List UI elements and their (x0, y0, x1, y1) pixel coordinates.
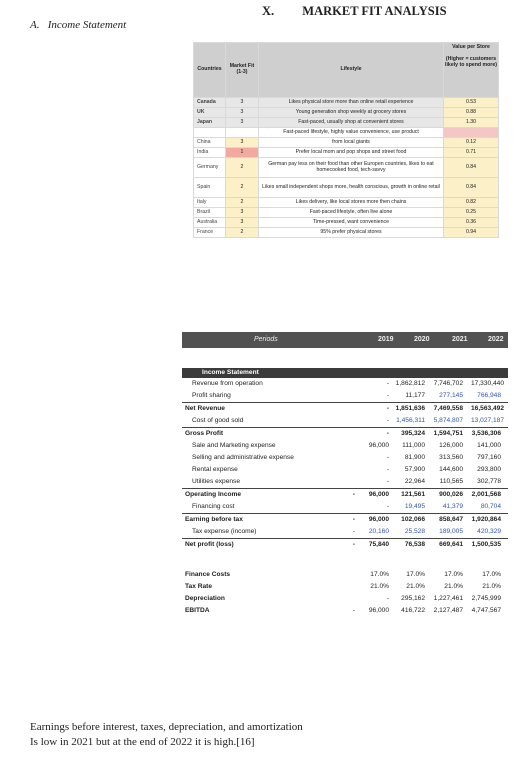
country-cell: Spain (194, 178, 226, 198)
periods-header-bar (182, 332, 508, 348)
statement-row (182, 569, 508, 581)
value-cell: 121,561 (401, 491, 425, 498)
value-cell: - (352, 528, 355, 535)
lifestyle-cell: 95% prefer physical stores (259, 228, 444, 238)
row-label: Operating Income (185, 491, 242, 498)
value-cell: 144,600 (439, 466, 463, 473)
value-cell: 22,964 (404, 478, 425, 485)
value-cell: 25,528 (404, 528, 425, 535)
statement-row (182, 476, 508, 488)
value-cell: - (386, 503, 389, 510)
country-cell: UK (194, 108, 226, 118)
row-label: Depreciation (185, 595, 225, 602)
value-cell: 102,066 (401, 516, 425, 523)
value-cell: - (386, 405, 389, 412)
country-cell: Japan (194, 118, 226, 128)
row-label: Gross Profit (185, 430, 224, 437)
row-label: Financing cost (192, 503, 235, 510)
header-market-fit: Market Fit (1-3) (226, 43, 259, 98)
row-label: Utilities expense (192, 478, 241, 485)
value-cell: 96,000 (368, 516, 389, 523)
income-statement-title-bar (182, 368, 508, 378)
value-cell: 416,722 (401, 607, 425, 614)
value-per-store-cell: 0.25 (444, 208, 499, 218)
lifestyle-cell: Likes small independent shops more, health conscious, growth in online retail (259, 178, 444, 198)
value-cell: 797,160 (477, 454, 501, 461)
row-label: Cost of good sold (192, 417, 244, 424)
value-cell: - (352, 491, 355, 498)
income-statement-title: Income Statement (202, 369, 259, 376)
value-cell: 293,800 (477, 466, 501, 473)
fit-table-row (194, 178, 499, 198)
value-cell: 858,647 (439, 516, 463, 523)
statement-row (182, 452, 508, 464)
fit-table-row (194, 218, 499, 228)
fit-table-row (194, 198, 499, 208)
market-fit-cell: 2 (226, 228, 259, 238)
value-cell: 189,005 (439, 528, 463, 535)
page-heading: X. MARKET FIT ANALYSIS (262, 4, 447, 18)
value-cell: 669,641 (439, 541, 463, 548)
year-2020: 2020 (414, 336, 430, 343)
caption-line-2: Is low in 2021 but at the end of 2022 it is high.[16] (30, 736, 255, 748)
value-cell: 96,000 (368, 491, 389, 498)
value-cell: 766,948 (477, 392, 501, 399)
value-cell: - (352, 516, 355, 523)
lifestyle-cell: from local giants (259, 138, 444, 148)
value-cell: 21.0% (406, 583, 425, 590)
statement-row (182, 605, 508, 617)
value-cell: 7,746,702 (433, 380, 463, 387)
value-cell: 17.0% (482, 571, 501, 578)
market-fit-cell: 2 (226, 198, 259, 208)
row-label: Tax expense (income) (192, 528, 257, 535)
country-cell: Germany (194, 158, 226, 178)
statement-row (182, 538, 508, 551)
value-cell: 7,469,558 (433, 405, 463, 412)
market-fit-cell: 3 (226, 108, 259, 118)
country-cell: Brazil (194, 208, 226, 218)
value-cell: 1,456,311 (396, 417, 425, 424)
fit-table-row (194, 128, 499, 138)
value-cell: 20,160 (368, 528, 389, 535)
value-cell: 1,227,461 (433, 595, 463, 602)
value-cell: - (352, 541, 355, 548)
value-cell: 5,874,807 (433, 417, 463, 424)
value-cell: 2,001,568 (471, 491, 501, 498)
value-per-store-cell: 0.36 (444, 218, 499, 228)
value-cell: 2,127,487 (433, 607, 463, 614)
value-cell: 1,920,864 (471, 516, 501, 523)
statement-row (182, 427, 508, 440)
lifestyle-cell: German pay less on their food than other Europen countries, likes to eat homecooked food, tech-savvy (259, 158, 444, 178)
value-per-store-cell: 0.84 (444, 158, 499, 178)
market-fit-cell: 3 (226, 218, 259, 228)
value-cell: 17.0% (406, 571, 425, 578)
statement-row (182, 378, 508, 390)
value-cell: 126,000 (439, 442, 463, 449)
value-per-store-cell: 0.71 (444, 148, 499, 158)
value-cell: - (386, 392, 389, 399)
value-per-store-cell: 1.30 (444, 118, 499, 128)
header-value-note: (Higher = customers likely to spend more) (445, 55, 497, 68)
value-cell: - (386, 454, 389, 461)
value-cell: 21.0% (370, 583, 389, 590)
lifestyle-cell: Fast-paced lifestyle, often live alone (259, 208, 444, 218)
value-cell: 313,560 (439, 454, 463, 461)
value-cell: 57,900 (404, 466, 425, 473)
value-cell: 17,330,440 (471, 380, 505, 387)
value-cell: - (386, 380, 389, 387)
value-cell: 420,329 (477, 528, 501, 535)
value-cell: 21.0% (444, 583, 463, 590)
row-label: Finance Costs (185, 571, 231, 578)
value-cell: 80,704 (480, 503, 501, 510)
statement-row (182, 526, 508, 538)
value-per-store-cell: 0.82 (444, 198, 499, 208)
value-cell: 76,538 (404, 541, 425, 548)
value-per-store-cell (444, 128, 499, 138)
value-cell: 41,379 (442, 503, 463, 510)
value-cell: 81,900 (404, 454, 425, 461)
country-cell (194, 128, 226, 138)
value-cell: 1,851,636 (395, 405, 425, 412)
country-cell: India (194, 148, 226, 158)
statement-row (182, 390, 508, 402)
value-cell: 295,162 (401, 595, 425, 602)
row-label: Earning before tax (185, 516, 243, 523)
periods-label: Periods (254, 336, 278, 343)
statement-row (182, 440, 508, 452)
country-cell: Australia (194, 218, 226, 228)
statement-row (182, 513, 508, 526)
value-cell: - (352, 607, 355, 614)
year-2022: 2022 (488, 336, 504, 343)
value-cell: 16,563,492 (471, 405, 505, 412)
row-label: Net profit (loss) (185, 541, 234, 548)
value-cell: - (386, 417, 389, 424)
fit-table-row (194, 98, 499, 108)
value-cell: 111,000 (402, 442, 425, 449)
value-cell: - (386, 430, 389, 437)
fit-table-row (194, 108, 499, 118)
statement-row (182, 415, 508, 427)
lifestyle-cell: Time-pressed, want convenience (259, 218, 444, 228)
value-cell: - (386, 466, 389, 473)
market-fit-cell: 2 (226, 178, 259, 198)
fit-table-row (194, 158, 499, 178)
market-fit-cell: 3 (226, 98, 259, 108)
value-cell: 900,026 (439, 491, 463, 498)
value-per-store-cell: 0.84 (444, 178, 499, 198)
value-cell: 1,594,751 (433, 430, 463, 437)
statement-row (182, 464, 508, 476)
value-cell: - (386, 478, 389, 485)
statement-row (182, 488, 508, 501)
row-label: Sale and Marketing expense (192, 442, 276, 449)
header-value-title: Value per Store (452, 44, 490, 50)
value-cell: 13,027,187 (471, 417, 505, 424)
value-cell: 17.0% (444, 571, 463, 578)
statement-row (182, 581, 508, 593)
value-per-store-cell: 0.53 (444, 98, 499, 108)
fit-table-row (194, 208, 499, 218)
country-cell: China (194, 138, 226, 148)
value-cell: 395,324 (401, 430, 425, 437)
header-countries: Countries (194, 43, 226, 98)
lifestyle-cell: Likes delivery, like local stores more then chains (259, 198, 444, 208)
lifestyle-cell: Young generation shop weekly at grocery stores (259, 108, 444, 118)
income-statement-table (182, 332, 508, 617)
value-cell: - (386, 595, 389, 602)
value-per-store-cell: 0.12 (444, 138, 499, 148)
caption-line-1: Earnings before interest, taxes, depreciation, and amortization (30, 721, 303, 733)
row-label: Profit sharing (192, 392, 231, 399)
value-cell: 1,862,812 (395, 380, 425, 387)
value-per-store-cell: 0.88 (444, 108, 499, 118)
row-label: EBITDA (185, 607, 210, 614)
statement-row (182, 402, 508, 415)
lifestyle-cell: Fast-paced, usually shop at convenient stores (259, 118, 444, 128)
value-cell: 110,565 (439, 478, 463, 485)
value-cell: 17.0% (370, 571, 389, 578)
value-cell: 1,500,535 (471, 541, 501, 548)
header-lifestyle: Lifestyle (259, 43, 444, 98)
value-cell: 141,000 (477, 442, 501, 449)
market-fit-cell (226, 128, 259, 138)
row-label: Rental expense (192, 466, 238, 473)
statement-row (182, 501, 508, 513)
market-fit-cell: 3 (226, 118, 259, 128)
market-fit-cell: 2 (226, 158, 259, 178)
country-cell: France (194, 228, 226, 238)
value-cell: 302,778 (477, 478, 501, 485)
row-label: Revenue from operation (192, 380, 263, 387)
value-cell: 96,000 (368, 442, 389, 449)
year-2021: 2021 (452, 336, 468, 343)
value-cell: 11,177 (405, 392, 425, 399)
market-fit-cell: 3 (226, 208, 259, 218)
lifestyle-cell: Fast-paced lifestyle, highly value convenience, use product (259, 128, 444, 138)
header-value-per-store (444, 43, 499, 98)
value-cell: 75,840 (368, 541, 389, 548)
market-fit-cell: 1 (226, 148, 259, 158)
lifestyle-cell: Likes physical store more than online retail experience (259, 98, 444, 108)
value-per-store-cell: 0.94 (444, 228, 499, 238)
value-cell: 21.0% (482, 583, 501, 590)
section-subheading: A. Income Statement (30, 19, 127, 31)
market-fit-table (193, 42, 499, 238)
value-cell: 2,745,999 (471, 595, 501, 602)
country-cell: Canada (194, 98, 226, 108)
caption (30, 720, 303, 750)
fit-table-row (194, 148, 499, 158)
value-cell: 277,145 (439, 392, 463, 399)
fit-table-row (194, 138, 499, 148)
lifestyle-cell: Prefer local mom and pop shops and street food (259, 148, 444, 158)
row-label: Tax Rate (185, 583, 212, 590)
market-fit-cell: 3 (226, 138, 259, 148)
value-cell: 3,536,306 (471, 430, 501, 437)
value-cell: 19,495 (404, 503, 425, 510)
country-cell: Italy (194, 198, 226, 208)
fit-table-row (194, 228, 499, 238)
row-label: Selling and administrative expense (192, 454, 294, 461)
table-header-row (194, 43, 499, 98)
value-cell: 96,000 (368, 607, 389, 614)
value-cell: 4,747,567 (471, 607, 501, 614)
year-2019: 2019 (378, 336, 394, 343)
row-label: Net Revenue (185, 405, 225, 412)
fit-table-row (194, 118, 499, 128)
statement-row (182, 593, 508, 605)
